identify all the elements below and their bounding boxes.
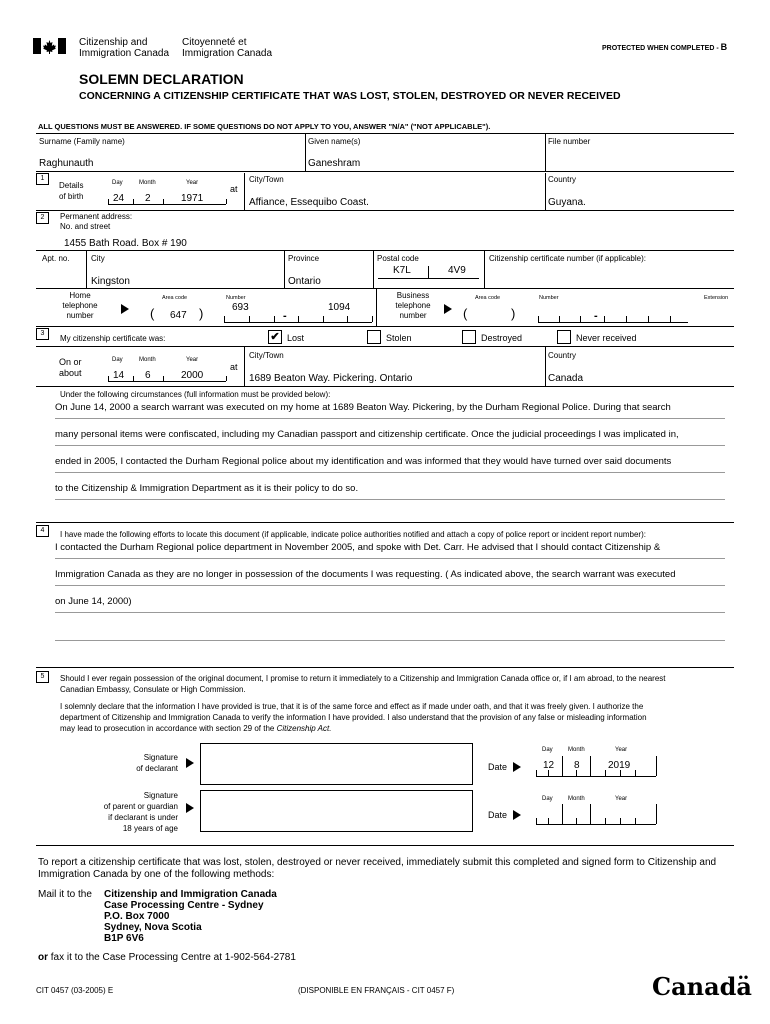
business-area-code-label: Area code xyxy=(475,295,501,301)
loss-year-field[interactable]: 2000 xyxy=(181,370,204,381)
cert-number-field[interactable] xyxy=(489,266,732,284)
mail-to-label: Mail it to the xyxy=(38,889,92,900)
business-telephone-label: Business telephone number xyxy=(395,291,431,320)
parent-date-field[interactable] xyxy=(536,806,656,824)
destroyed-label: Destroyed xyxy=(481,333,523,343)
circumstances-line[interactable]: many personal items were confiscated, including my Canadian passport and citizenship certificate. Once the judicial proceedings I was implicated in, xyxy=(55,429,679,440)
month-label: Month xyxy=(568,747,585,753)
street-field[interactable]: 1455 Bath Road. Box # 190 xyxy=(64,238,187,249)
business-area-code-field[interactable] xyxy=(475,304,511,320)
day-label: Day xyxy=(542,796,553,802)
submit-instructions: To report a citizenship certificate that was lost, stolen, destroyed or never received, immediately submit this completed and signed form to Citizenship and Immigration Canada by one of the following methods: xyxy=(38,857,717,880)
arrow-icon xyxy=(186,758,194,768)
sign-year-field[interactable]: 2019 xyxy=(608,760,631,771)
department-name-fr: Citoyenneté et Immigration Canada xyxy=(182,37,273,59)
dash: - xyxy=(283,310,287,322)
sign-day-field[interactable]: 12 xyxy=(543,760,555,771)
day-label: Day xyxy=(112,180,123,186)
birth-month-field[interactable]: 2 xyxy=(145,193,151,204)
dash: - xyxy=(594,310,598,322)
birth-day-field[interactable]: 24 xyxy=(113,193,125,204)
loss-month-field[interactable]: 6 xyxy=(145,370,151,381)
country-label: Country xyxy=(548,351,577,360)
canada-flag-icon xyxy=(33,38,66,54)
year-label: Year xyxy=(615,747,628,753)
postal-code-2-field[interactable]: 4V9 xyxy=(448,265,466,276)
never-received-label: Never received xyxy=(576,333,637,343)
fax-instructions: or fax it to the Case Processing Centre at 1-902-564-2781 xyxy=(38,952,296,963)
efforts-line[interactable]: on June 14, 2000) xyxy=(55,596,132,607)
loss-country-field[interactable]: Canada xyxy=(548,373,584,384)
at-label: at xyxy=(230,184,238,194)
file-number-label: File number xyxy=(548,137,591,146)
given-name-label: Given name(s) xyxy=(308,137,361,146)
loss-day-field[interactable]: 14 xyxy=(113,370,125,381)
permanent-address-label: Permanent address: No. and street xyxy=(60,212,133,231)
declarant-signature-label: Signature of declarant xyxy=(136,753,178,773)
month-label: Month xyxy=(139,180,156,186)
given-name-field[interactable]: Ganeshram xyxy=(308,158,361,169)
city-field[interactable]: Kingston xyxy=(91,276,130,287)
date-label: Date xyxy=(488,810,508,820)
country-label: Country xyxy=(548,175,577,184)
province-label: Province xyxy=(288,254,320,263)
apt-label: Apt. no. xyxy=(42,254,70,263)
home-number-1-field[interactable]: 693 xyxy=(232,302,249,313)
parent-signature-label: Signature of parent or guardian if declarant is under 18 years of age xyxy=(103,791,178,833)
efforts-line[interactable]: Immigration Canada as they are no longer in possession of the documents I was requesting. ( As indicated above, the search warrant was executed xyxy=(55,569,676,580)
birth-year-field[interactable]: 1971 xyxy=(181,193,204,204)
never-received-checkbox[interactable] xyxy=(557,330,571,344)
form-subtitle: CONCERNING A CITIZENSHIP CERTIFICATE THAT WAS LOST, STOLEN, DESTROYED OR NEVER RECEIVED xyxy=(79,90,621,102)
stolen-label: Stolen xyxy=(386,333,412,343)
close-paren: ) xyxy=(199,306,204,321)
sign-month-field[interactable]: 8 xyxy=(574,760,580,771)
canada-wordmark: Canadä xyxy=(652,972,752,1001)
close-paren: ) xyxy=(511,306,516,321)
declaration-text: I solemnly declare that the information I have provided is true, that it is of the same force and effect as if made under oath, and that it was freely given. I authorize the department of Citizenship and Immigration Canada to verify the information I have provided. I also understand that the provision of any false or misleading information may lead to prosecution in accordance with section 29 of the Citizenship Act. xyxy=(60,702,647,733)
open-paren: ( xyxy=(150,306,155,321)
destroyed-checkbox[interactable] xyxy=(462,330,476,344)
parent-signature-box[interactable] xyxy=(200,790,473,832)
home-number-2-field[interactable]: 1094 xyxy=(328,302,351,313)
form-number: CIT 0457 (03-2005) E xyxy=(36,986,114,995)
day-label: Day xyxy=(542,747,553,753)
month-label: Month xyxy=(568,796,585,802)
instructions: ALL QUESTIONS MUST BE ANSWERED. IF SOME QUESTIONS DO NOT APPLY TO YOU, ANSWER "N/A" ("NOT APPLICABLE"). xyxy=(38,122,491,131)
city-town-label: City/Town xyxy=(249,175,284,184)
promise-text: Should I ever regain possession of the original document, I promise to return it immediately to a Citizenship and Immigration Canada office or, if I am abroad, to the nearest Canadian Embassy, Consulate or High Commission. xyxy=(60,674,666,694)
year-label: Year xyxy=(615,796,628,802)
arrow-icon xyxy=(513,762,521,772)
business-number-field[interactable] xyxy=(538,304,688,320)
birth-city-field[interactable]: Affiance, Essequibo Coast. xyxy=(249,197,369,208)
arrow-icon xyxy=(186,803,194,813)
open-paren: ( xyxy=(463,306,468,321)
surname-label: Surname (Family name) xyxy=(39,137,125,146)
business-number-label: Number xyxy=(539,295,559,301)
day-label: Day xyxy=(112,357,123,363)
stolen-checkbox[interactable] xyxy=(367,330,381,344)
at-label: at xyxy=(230,362,238,372)
arrow-icon xyxy=(121,304,129,314)
province-field[interactable]: Ontario xyxy=(288,276,321,287)
postal-code-1-field[interactable]: K7L xyxy=(393,265,411,276)
home-area-code-label: Area code xyxy=(162,295,188,301)
file-number-field[interactable] xyxy=(548,154,733,169)
home-number-label: Number xyxy=(226,295,246,301)
arrow-icon xyxy=(444,304,452,314)
city-town-label: City/Town xyxy=(249,351,284,360)
circumstances-line[interactable]: to the Citizenship & Immigration Department as it is their policy to do so. xyxy=(55,483,359,494)
birth-country-field[interactable]: Guyana. xyxy=(548,197,586,208)
french-availability: (DISPONIBLE EN FRANÇAIS - CIT 0457 F) xyxy=(298,986,455,995)
certificate-status-label: My citizenship certificate was: xyxy=(60,334,166,343)
home-area-code-field[interactable]: 647 xyxy=(170,310,187,321)
surname-field[interactable]: Raghunauth xyxy=(39,158,94,169)
extension-label: Extension xyxy=(704,295,729,301)
cert-number-label: Citizenship certificate number (if applicable): xyxy=(489,254,646,263)
efforts-label: I have made the following efforts to locate this document (if applicable, indicate police authorities notified and attach a copy of police report or incident report number): xyxy=(60,530,646,539)
declarant-signature-box[interactable] xyxy=(200,743,473,785)
circumstances-label: Under the following circumstances (full information must be provided below): xyxy=(60,390,331,399)
details-of-birth-label: Details of birth xyxy=(59,181,84,201)
protected-label: PROTECTED WHEN COMPLETED - B xyxy=(602,42,728,52)
lost-checkbox[interactable]: ✔ xyxy=(268,330,282,344)
loss-place-field[interactable]: 1689 Beaton Way. Pickering. Ontario xyxy=(249,373,413,384)
form-title: SOLEMN DECLARATION xyxy=(79,71,244,87)
mailing-address: Citizenship and Immigration Canada Case Processing Centre - Sydney P.O. Box 7000 Sydney, Nova Scotia B1P 6V6 xyxy=(104,889,277,944)
year-label: Year xyxy=(186,357,199,363)
date-label: Date xyxy=(488,762,508,772)
arrow-icon xyxy=(513,810,521,820)
home-telephone-label: Home telephone number xyxy=(62,291,98,320)
year-label: Year xyxy=(186,180,199,186)
efforts-line[interactable]: I contacted the Durham Regional police department in November 2005, and spoke with Det. Carr. He advised that I should contact Citizenship & xyxy=(55,542,661,553)
lost-label: Lost xyxy=(287,333,305,343)
month-label: Month xyxy=(139,357,156,363)
postal-code-label: Postal code xyxy=(377,254,419,263)
circumstances-line[interactable]: On June 14, 2000 a search warrant was executed on my home at 1689 Beaton Way. Pickering, by the Durham Regional Police. During that search xyxy=(55,402,671,413)
city-label: City xyxy=(91,254,105,263)
circumstances-line[interactable]: ended in 2005, I contacted the Durham Regional police about my identification and was informed that they would have turned over said documents xyxy=(55,456,672,467)
department-name-en: Citizenship and Immigration Canada xyxy=(79,37,170,59)
on-or-about-label: On or about xyxy=(59,357,82,378)
